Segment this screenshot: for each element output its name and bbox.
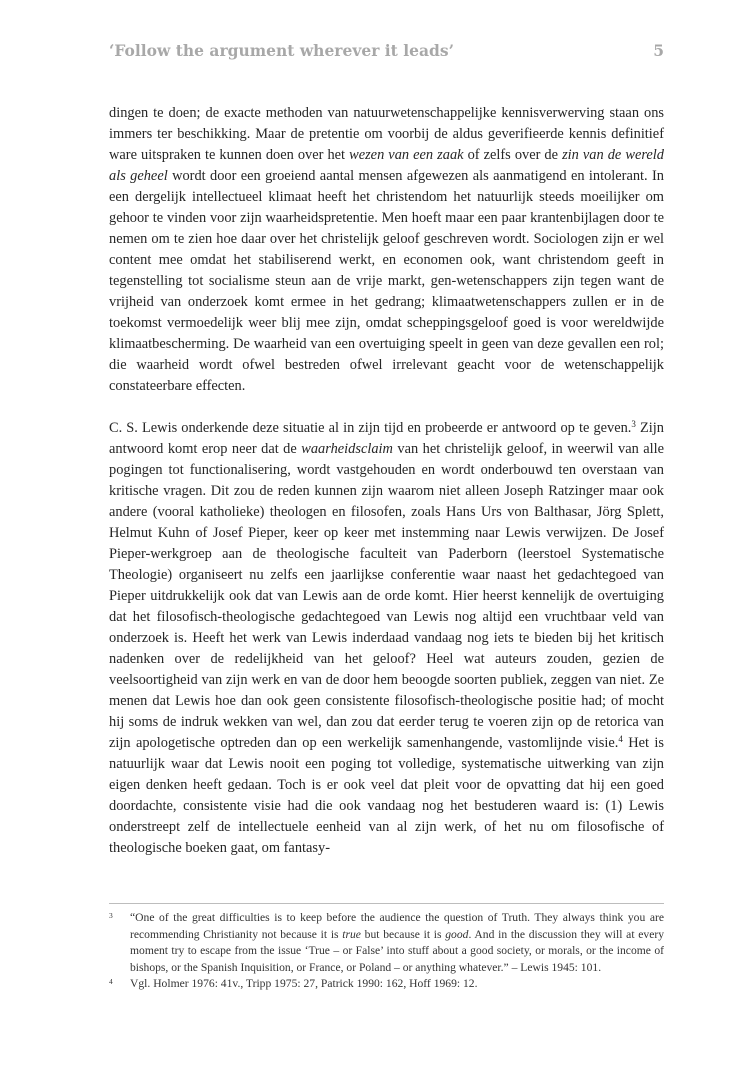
footnote <box>109 976 664 993</box>
footnote-reference: 4 <box>618 734 623 744</box>
text-run: wordt door een groeiend aantal mensen afgewezen als aanmatigend en intolerant. In een dergelijk intellectueel klimaat heeft het christendom het natuurlijk steeds moeilijker om gehoor te vinden voor zijn waarheidspretentie. Men hoeft maar een paar krantenbijlagen door te nemen om te zien hoe daar over het christelijk geloof geschreven wordt. Sociologen zijn er wel content mee omdat het stabiliserend werkt, en economen ook, want christendom geeft in tegenstelling tot socialisme steun aan de vrije markt, gen-wetenschappers zijn tegen want de vrijheid van onderzoek komt ermee in het gedrang; klimaatwetenschappers zullen er in de toekomst vermoedelijk weer blij mee zijn, omdat scheppingsgeloof goed is voor wereldwijde klimaatbescherming. De waarheid van een overtuiging speelt in geen van deze gevallen een rol; die waarheid wordt ofwel bestreden ofwel irrelevant geacht voor de wetenschappelijk constateerbare effecten. <box>109 168 664 394</box>
footnote-number: 4 <box>109 977 113 987</box>
text-run: van het christelijk geloof, in weerwil van alle pogingen tot functionalisering, wordt vastgehouden en wordt onderbouwd ten overstaan van kritische vragen. Dit zou de reden kunnen zijn waarom niet alleen Joseph Ratzinger maar ook andere (vooral katholieke) theologen en filosofen, zoals Hans Urs von Balthasar, Jörg Splett, Helmut Kuhn of Josef Pieper, keer op keer met instemming naar Lewis verwijzen. De Josef Pieper-werkgroep aan de theologische faculteit van Paderborn (leerstoel Systematische Theologie) organiseert nu zelfs een jaarlijkse conferentie waar naast het gedachtegoed van Pieper uitdrukkelijk ook dat van Lewis aan de orde komt. Hier heerst kennelijk de overtuiging dat het filosofisch-theologische gedachtegoed van Lewis nog altijd een vruchtbaar veld van onderzoek is. Heeft het werk van Lewis inderdaad vandaag nog iets te bieden bij het kritisch nadenken over de redelijkheid van het geloof? Heel wat auteurs zouden, gezien de veelsoortigheid van zijn werk en van de door hem beoogde soorten publiek, zeggen van niet. Ze menen dat Lewis hoe dan ook geen consistente filosofisch-theologische positie had; of mocht hij soms de indruk wekken van wel, dan zou dat eerder terug te voeren zijn op de retorica van zijn apologetische optreden dan op een werkelijk samenhangende, vastomlijnde visie. <box>109 441 665 751</box>
body-text <box>109 103 664 859</box>
emphasis-text: waarheidsclaim <box>301 441 393 457</box>
footnotes <box>109 910 664 993</box>
emphasis-text: good <box>445 927 469 941</box>
text-run: but because it is <box>360 927 446 941</box>
running-title: ‘Follow the argument wherever it leads’ <box>109 41 454 60</box>
running-header <box>109 41 664 63</box>
text-run: of zelfs over de <box>463 147 563 163</box>
text-run: C. S. Lewis onderkende deze situatie al in zijn tijd en probeerde er antwoord op te geven. <box>109 420 632 436</box>
footnote-divider <box>109 903 664 904</box>
emphasis-text: wezen van een zaak <box>349 147 464 163</box>
text-run: . And in the discussion they will at every moment try to escape from the issue ‘True – or False’ into stuff about a good society, or morals, or the income of bishops, or the Spanish Inquisition, or France, or Poland – or anything whatever.” – Lewis 1945: 101. <box>130 927 665 974</box>
page-number: 5 <box>653 41 664 60</box>
text-run: “One of the great difficulties is to keep before the audience the question of Truth. They always think you are recommending Christianity not because it is <box>130 911 664 941</box>
footnote <box>109 910 664 976</box>
paragraph <box>109 418 664 859</box>
text-run: dingen te doen; de exacte methoden van natuurwetenschappelijke kennisverwerving staan ons immers ter beschikking. Maar de pretentie om voorbij de aldus geverifieerde kennis definitief ware uitspraken te kunnen doen over het <box>109 105 664 163</box>
text-run: Zijn antwoord komt erop neer dat de <box>109 420 664 457</box>
emphasis-text: true <box>342 927 361 941</box>
footnote-text <box>130 976 664 993</box>
paragraph <box>109 103 664 397</box>
text-run: Vgl. Holmer 1976: 41v., Tripp 1975: 27, Patrick 1990: 162, Hoff 1969: 12. <box>130 977 478 991</box>
emphasis-text: zin van de wereld als geheel <box>109 147 664 184</box>
footnote-number: 3 <box>109 911 113 920</box>
footnote-reference: 3 <box>631 419 636 429</box>
text-run: Het is natuurlijk waar dat Lewis nooit een poging tot volledige, systematische uitwerking van zijn eigen denken heeft gedaan. Toch is er ook veel dat pleit voor de opvatting dat hij een goed doordachte, consistente visie had die ook vandaag nog het bestuderen waard is: (1) Lewis onderstreept zelf de intellectuele eenheid van al zijn werk, of het nu om filosofische of theologische boeken gaat, om fantasy- <box>109 735 664 856</box>
footnote-text <box>130 910 664 976</box>
